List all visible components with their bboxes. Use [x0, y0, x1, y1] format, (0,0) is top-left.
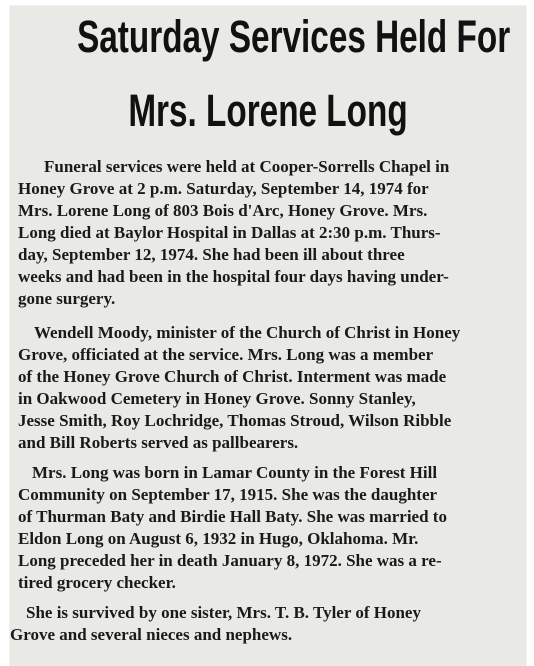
article-line: gone surgery. — [18, 289, 116, 308]
article-line: Long died at Baylor Hospital in Dallas at 2:30 p.m. Thurs- — [18, 223, 441, 242]
article-line: Mrs. Lorene Long of 803 Bois d'Arc, Honey Grove. Mrs. — [18, 201, 428, 220]
article-line: She is survived by one sister, Mrs. T. B. Tyler of Honey — [26, 603, 421, 622]
newspaper-clipping — [10, 6, 526, 666]
article-line: Honey Grove at 2 p.m. Saturday, September 14, 1974 for — [18, 179, 429, 198]
article-line: Funeral services were held at Cooper-Sorrells Chapel in — [44, 157, 450, 176]
article-line: of the Honey Grove Church of Christ. Interment was made — [18, 367, 447, 386]
article-line: Long preceded her in death January 8, 1972. She was a re- — [18, 551, 442, 570]
headline-line-1: Saturday Services Held For — [77, 11, 511, 62]
article-line: Community on September 17, 1915. She was the daughter — [18, 485, 438, 504]
article-line: in Oakwood Cemetery in Honey Grove. Sonny Stanley, — [18, 389, 416, 408]
article-line: Wendell Moody, minister of the Church of Christ in Honey — [34, 323, 461, 342]
article-line: weeks and had been in the hospital four days having under- — [18, 267, 449, 286]
article-line: Eldon Long on August 6, 1932 in Hugo, Oklahoma. Mr. — [18, 529, 419, 548]
article-line: Grove and several nieces and nephews. — [10, 625, 293, 644]
article-line: Grove, officiated at the service. Mrs. Long was a member — [18, 345, 434, 364]
article-line: day, September 12, 1974. She had been ill about three — [18, 245, 405, 264]
article-line: tired grocery checker. — [18, 573, 176, 592]
headline-line-2: Mrs. Lorene Long — [128, 85, 408, 136]
article-line: Jesse Smith, Roy Lochridge, Thomas Stroud, Wilson Ribble — [18, 411, 452, 430]
article-line: of Thurman Baty and Birdie Hall Baty. She was married to — [18, 507, 447, 526]
article-line: and Bill Roberts served as pallbearers. — [18, 433, 299, 452]
article-line: Mrs. Long was born in Lamar County in the Forest Hill — [32, 463, 438, 482]
